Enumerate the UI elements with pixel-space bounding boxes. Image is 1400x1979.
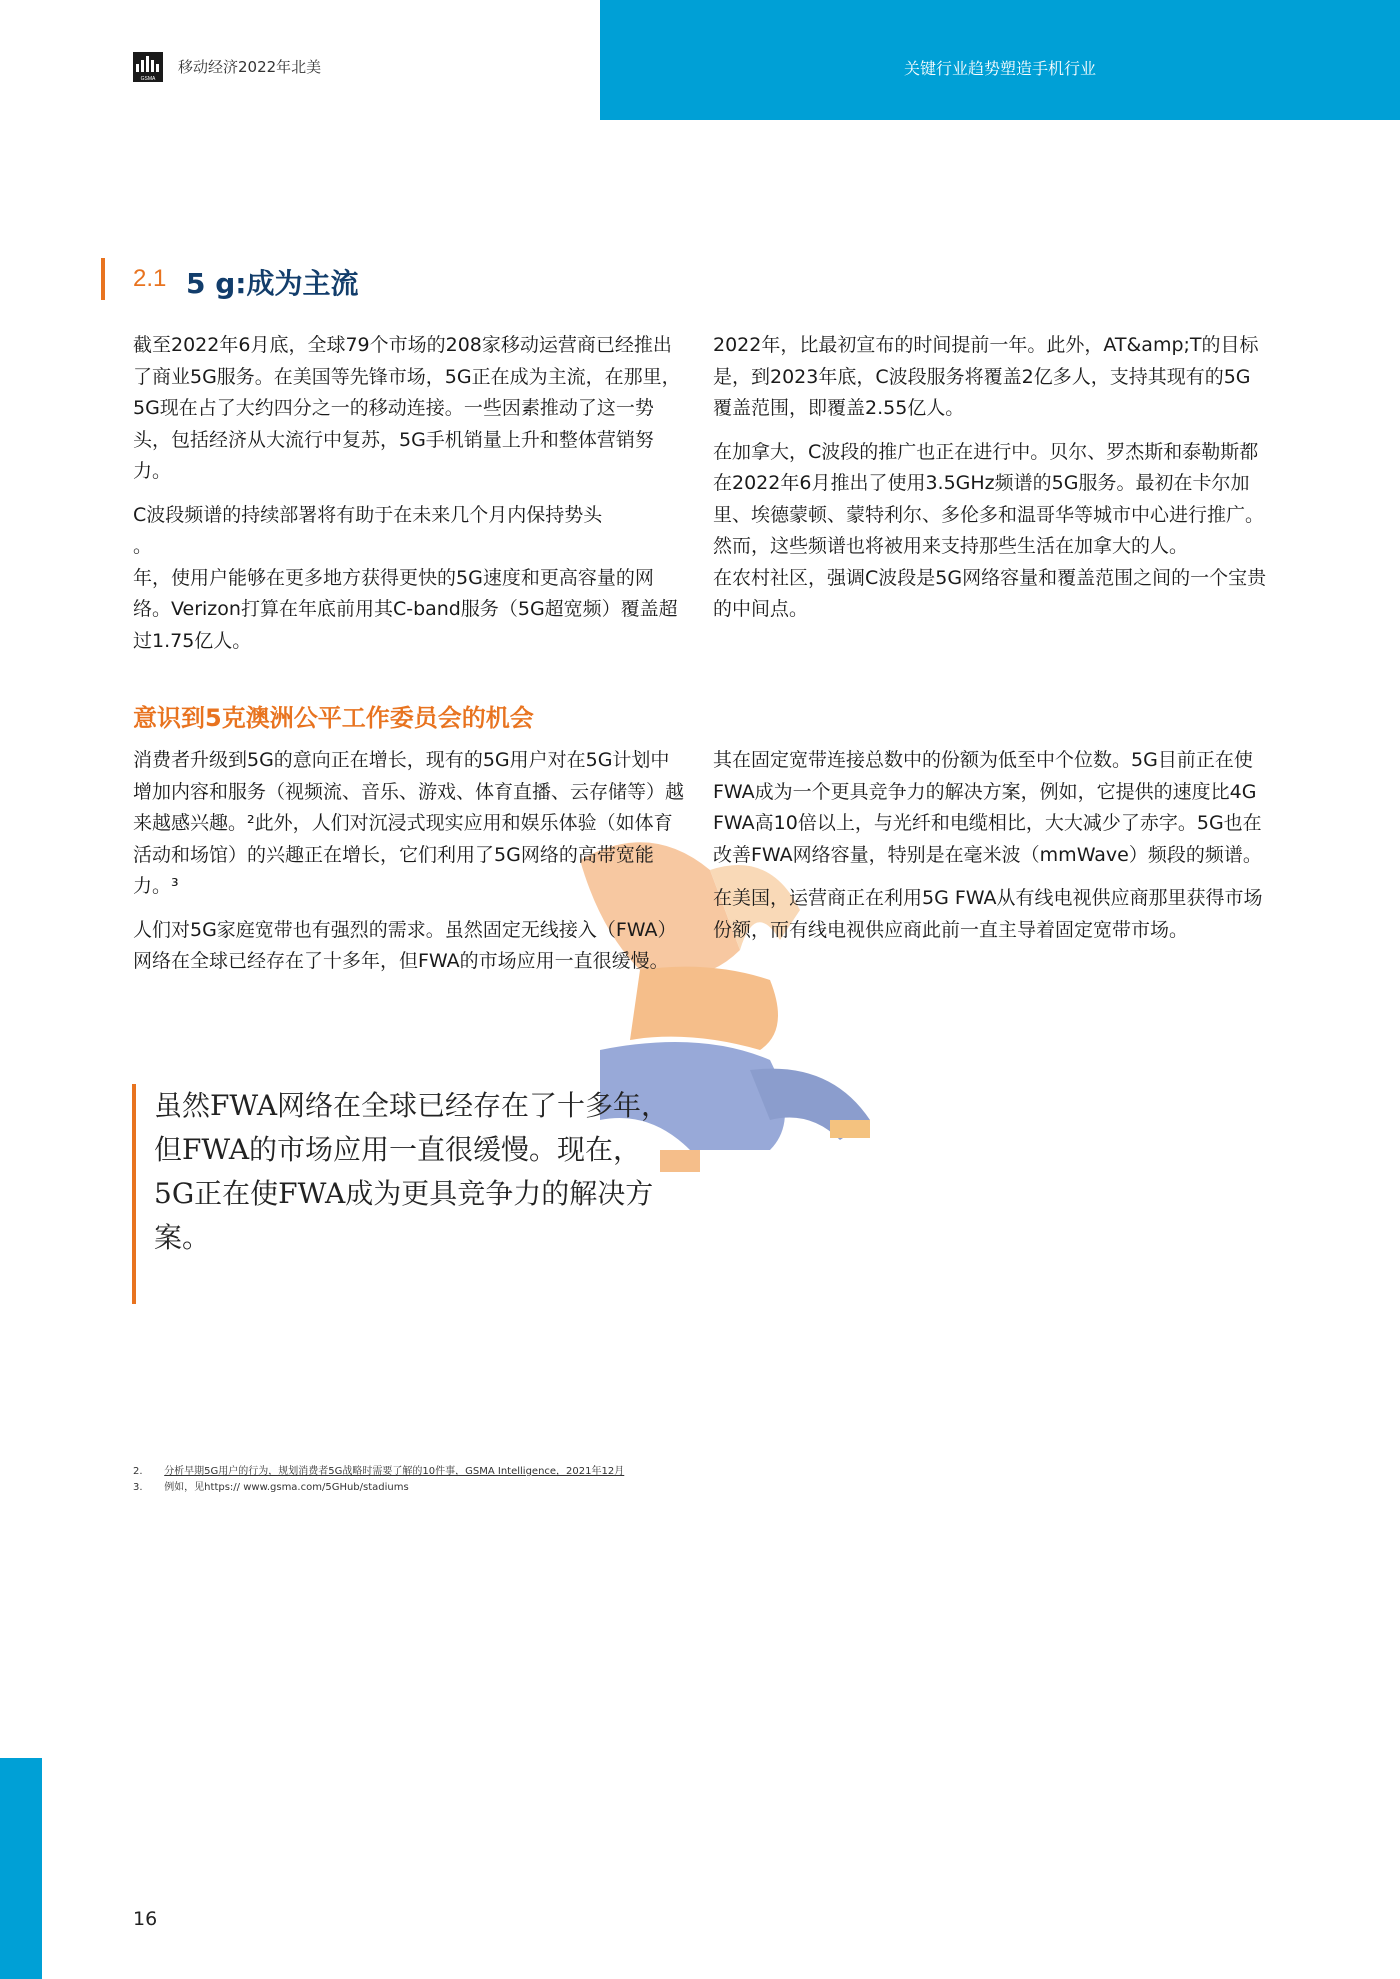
- footnote-number: 3.: [133, 1482, 143, 1493]
- paragraph: C波段频谱的持续部署将有助于在未来几个月内保持势头: [133, 503, 603, 526]
- paragraph: 。: [133, 535, 153, 557]
- paragraph: 在美国，运营商正在利用5G FWA从有线电视供应商那里获得市场份额，而有线电视供应商此前一直主导着固定宽带市场。: [713, 887, 1263, 941]
- right-column-top: [713, 330, 1269, 626]
- footnote-text[interactable]: 分析早期5G用户的行为，规划消费者5G战略时需要了解的10件事，GSMA Intelligence，2021年12月: [164, 1466, 625, 1477]
- header-band: [600, 0, 1400, 120]
- paragraph: 在加拿大，C波段的推广也正在进行中。贝尔、罗杰斯和泰勒斯都在2022年6月推出了使用3.5GHz频谱的5G服务。最初在卡尔加里、埃德蒙顿、蒙特利尔、多伦多和温哥华等城市中心进行推广。然而，这些频谱也将被用来支持那些生活在加拿大的人。: [713, 440, 1265, 557]
- section-title: 5 g:成为主流: [186, 267, 359, 300]
- paragraph: 截至2022年6月底，全球79个市场的208家移动运营商已经推出了商业5G服务。在美国等先锋市场，5G正在成为主流，在那里，5G现在占了大约四分之一的移动连接。一些因素推动了这一势头，包括经济从大流行中复苏，5G手机销量上升和整体营销努力。: [133, 334, 681, 482]
- footnote: [133, 1464, 624, 1480]
- page-number: 16: [133, 1908, 158, 1930]
- left-column-bottom: [133, 745, 685, 978]
- paragraph: 在农村社区，强调C波段是5G网络容量和覆盖范围之间的一个宝贵的中间点。: [713, 566, 1267, 620]
- section-number: 2.1: [133, 265, 167, 292]
- footnote: [133, 1480, 624, 1496]
- right-column-bottom: [713, 745, 1269, 946]
- footer-band: [0, 1758, 42, 1979]
- gsma-logo: [133, 52, 163, 82]
- footnote-number: 2.: [133, 1466, 143, 1477]
- subheading: 意识到5克澳洲公平工作委员会的机会: [133, 704, 534, 732]
- logo-text: GSMA: [140, 76, 156, 82]
- paragraph: 人们对5G家庭宽带也有强烈的需求。虽然固定无线接入（FWA）网络在全球已经存在了十多年，但FWA的市场应用一直很缓慢。: [133, 918, 677, 972]
- heading-accent-bar: [101, 258, 105, 300]
- paragraph: 消费者升级到5G的意向正在增长，现有的5G用户对在5G计划中增加内容和服务（视频流、音乐、游戏、体育直播、云存储等）越来越感兴趣。²此外，人们对沉浸式现实应用和娱乐体验（如体育活动和场馆）的兴趣正在增长，它们利用了5G网络的高带宽能力。³: [133, 749, 685, 897]
- document-title: 移动经济2022年北美: [178, 58, 322, 76]
- paragraph: 其在固定宽带连接总数中的份额为低至中个位数。5G目前正在使FWA成为一个更具竞争力的解决方案，例如，它提供的速度比4G FWA高10倍以上，与光纤和电缆相比，大大减少了赤字。5G也在改善FWA网络容量，特别是在毫米波（mmWave）频段的频谱。: [713, 749, 1262, 866]
- header-section-title: 关键行业趋势塑造手机行业: [903, 59, 1096, 78]
- pull-quote: 虽然FWA网络在全球已经存在了十多年，但FWA的市场应用一直很缓慢。现在，5G正在使FWA成为更具竞争力的解决方案。: [154, 1089, 670, 1254]
- gsma-logo-icon: [133, 52, 163, 82]
- footnotes: [133, 1464, 624, 1496]
- left-column-top: [133, 330, 685, 657]
- paragraph: 2022年，比最初宣布的时间提前一年。此外，AT&amp;T的目标是，到2023年底，C波段服务将覆盖2亿多人，支持其现有的5G覆盖范围，即覆盖2.55亿人。: [713, 334, 1259, 419]
- paragraph: 年，使用户能够在更多地方获得更快的5G速度和更高容量的网络。Verizon打算在年底前用其C-band服务（5G超宽频）覆盖超过1.75亿人。: [133, 566, 678, 652]
- footnote-text[interactable]: 例如，见https:// www.gsma.com/5GHub/stadiums: [164, 1482, 409, 1493]
- quote-accent-bar: [132, 1084, 136, 1304]
